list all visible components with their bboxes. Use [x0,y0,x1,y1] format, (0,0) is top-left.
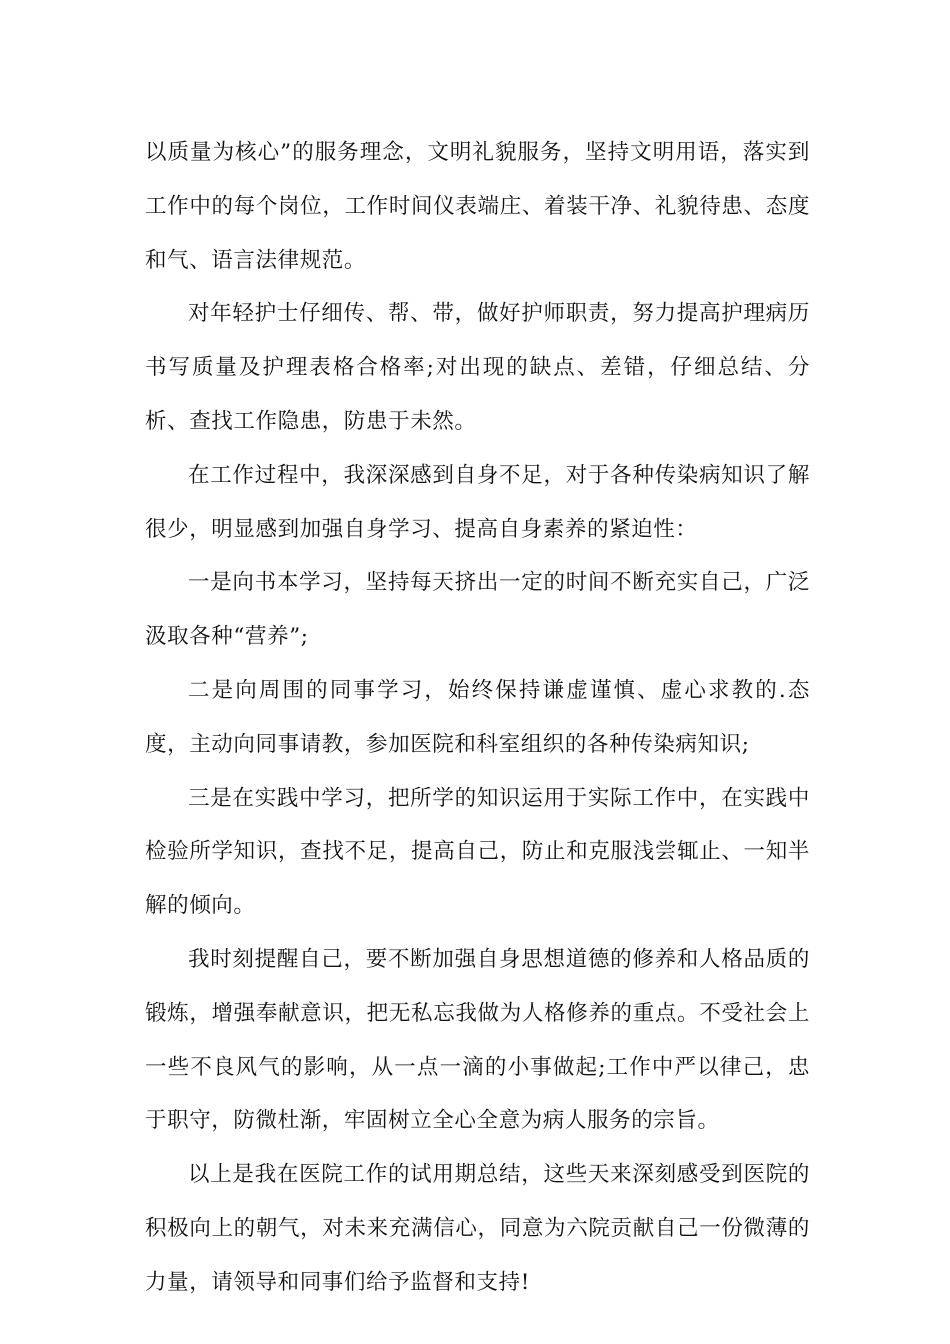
paragraph-6: 三是在实践中学习，把所学的知识运用于实际工作中，在实践中检验所学知识，查找不足，提高自己，防止和克服浅尝辄止、一知半解的倾向。 [145,785,810,919]
paragraph-7: 我时刻提醒自己，要不断加强自身思想道德的修养和人格品质的锻炼，增强奉献意识，把无私忘我做为人格修养的重点。不受社会上一些不良风气的影响，从一点一滴的小事做起;工作中严以律己，忠于职守，防微杜渐，牢固树立全心全意为病人服务的宗旨。 [145,946,810,1134]
paragraph-4: 一是向书本学习，坚持每天挤出一定的时间不断充实自己，广泛汲取各种“营养”; [145,570,810,650]
paragraph-2: 对年轻护士仔细传、帮、带，做好护师职责，努力提高护理病历书写质量及护理表格合格率;对出现的缺点、差错，仔细总结、分析、查找工作隐患，防患于未然。 [145,301,810,434]
paragraph-1: 以质量为核心”的服务理念，文明礼貌服务，坚持文明用语，落实到工作中的每个岗位，工作时间仪表端庄、着装干净、礼貌待患、态度和气、语言法律规范。 [145,140,810,273]
paragraph-8: 以上是我在医院工作的试用期总结，这些天来深刻感受到医院的积极向上的朝气，对未来充满信心，同意为六院贡献自己一份微薄的力量，请领导和同事们给予监督和支持! [145,1162,810,1295]
document-body [145,126,810,1310]
paragraph-5: 二是向周围的同事学习，始终保持谦虚谨慎、虚心求教的.态度，主动向同事请教，参加医院和科室组织的各种传染病知识; [145,677,810,757]
paragraph-3: 在工作过程中，我深深感到自身不足，对于各种传染病知识了解很少，明显感到加强自身学习、提高自身素养的紧迫性： [145,462,810,542]
